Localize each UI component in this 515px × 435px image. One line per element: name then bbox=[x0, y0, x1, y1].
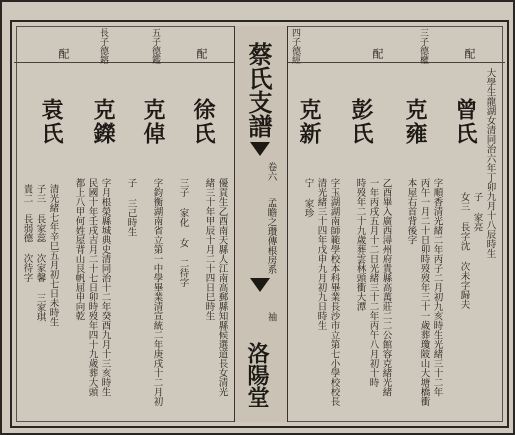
text-col: 字鈞衡湖南省立第一中學畢業清宣統二年庚戌十二月初 bbox=[151, 178, 163, 406]
text-col: 時歿年二十九歲葬雲林頭衝大潭 bbox=[354, 178, 366, 311]
header-spouse-2: 配 bbox=[371, 48, 384, 59]
text-col: 都上八甲何姓屋背山艮帆屈申向乾 bbox=[73, 178, 85, 321]
header-spouse-3: 配 bbox=[195, 48, 208, 59]
name-peng-shi: 彭氏 bbox=[348, 98, 374, 146]
text-col: 子 家亮 bbox=[471, 192, 483, 232]
text-col: 優貢生乙酉南天縣人江南高郵縣知縣候選道長女清光 bbox=[216, 178, 228, 397]
fish-tail-lower bbox=[250, 278, 270, 292]
name-ke-xin: 克新 bbox=[296, 98, 322, 146]
text-col: 清光緒七年辛巳五月初七日未時生 bbox=[47, 184, 59, 327]
name-zeng-shi: 曾氏 bbox=[452, 98, 478, 146]
fish-tail-upper bbox=[250, 142, 270, 156]
name-xu-shi: 徐氏 bbox=[190, 98, 216, 146]
spine-hall: 洛陽堂 bbox=[244, 342, 270, 408]
text-col: 子三 長家蕊 次家馨 三家琪 bbox=[34, 184, 46, 322]
header-spouse-1: 配 bbox=[463, 48, 476, 59]
text-col: 字玉湖湖南師範學校本科畢業長沙市立第七小學校校長 bbox=[328, 178, 340, 406]
text-col: 一年丙戌五月十二日光緒三十二年丙午八月初十時 bbox=[367, 178, 379, 387]
name-ke-yong: 克雍 bbox=[402, 98, 428, 146]
header-third-son: 三子德權 bbox=[418, 28, 428, 64]
name-ke-zhuo: 克倬 bbox=[140, 98, 166, 146]
spine-volume: 卷六 bbox=[265, 162, 277, 181]
genealogy-page bbox=[2, 2, 513, 433]
text-col: 字月根榮縣城典史清同治十二年癸酉九月十三亥時生 bbox=[99, 178, 111, 397]
text-col: 大學生龍湖女清同治六年丁卯九月十八辰時生 bbox=[484, 68, 496, 258]
text-col: 貴二 長弱德 次待字 bbox=[21, 184, 33, 282]
text-col: 三子 家化 女 二待字 bbox=[177, 178, 189, 287]
text-col: 女三 長字沈 次未字歸夫 bbox=[458, 192, 470, 309]
header-fifth-son: 五子德鑑 bbox=[150, 28, 160, 64]
name-yuan-shi: 袁氏 bbox=[38, 98, 64, 146]
spine-folio: 䄂 bbox=[265, 312, 277, 322]
header-eldest-son: 長子德鎔 bbox=[98, 28, 108, 64]
text-col: 民國十年壬戌吉月二十七日卯時歿年四十九歲葬大頭 bbox=[86, 178, 98, 397]
text-col: 字順香清光緒二年丙子二月初九亥時生光緒三十二年 bbox=[431, 178, 443, 397]
spine-subtitle: 孟瞻之瓚傳根房系 bbox=[265, 198, 277, 274]
text-col: 清光緒三十四年戊申九月初九日時生 bbox=[315, 178, 327, 330]
text-col: 乙酉畢入廣西潯州府貴縣高萬莊二二公館容克緒光緒 bbox=[380, 178, 392, 397]
text-col: 子 三己時生 bbox=[125, 178, 137, 237]
text-col: 本屋右首背後字 bbox=[405, 178, 417, 245]
text-col: 緒三十年甲辰十月二十四日巳時生 bbox=[203, 178, 215, 321]
text-col: 丙午一月二十日卯時歿歿年三十一歲葬瓊陂山大塘橋衝 bbox=[418, 178, 430, 406]
name-ke-rong: 克鑅 bbox=[90, 98, 116, 146]
header-fourth-son: 四子德經 bbox=[290, 28, 300, 64]
header-spouse-4: 配 bbox=[57, 48, 70, 59]
text-col: 宁 家珍 bbox=[302, 178, 314, 218]
spine-title: 蔡氏支譜 bbox=[244, 42, 273, 138]
